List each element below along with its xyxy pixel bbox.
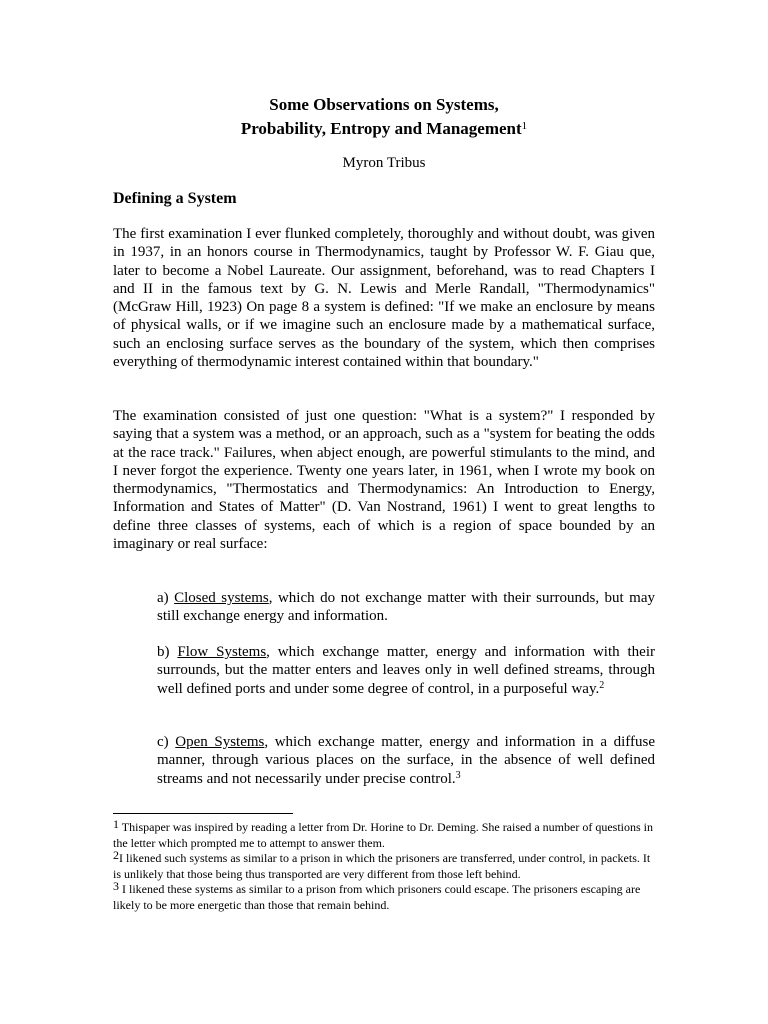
footnote-ref-3: 3 xyxy=(455,769,461,781)
title-line-1: Some Observations on Systems, xyxy=(269,95,499,114)
footnote-text: Thispaper was inspired by reading a letter from Dr. Horine to Dr. Deming. She raised a number of questions in the letter which prompted me to attempt to answer them. xyxy=(113,820,653,850)
author-name: Myron Tribus xyxy=(342,155,426,171)
footnote-1 xyxy=(113,817,658,851)
document-title xyxy=(0,93,768,141)
list-item-term: Flow Systems xyxy=(177,644,267,660)
footnote-text: I likened such systems as similar to a prison in which the prisoners are transferred, under control, in packets. It is unlikely that those being thus transported are very different from those left behind. xyxy=(113,851,651,881)
title-footnote-mark: 1 xyxy=(521,120,528,132)
title-line-2-text: Probability, Entropy and Management xyxy=(240,119,522,138)
footnote-mark: 2 xyxy=(113,848,119,862)
list-item-text: , which do not exchange matter with their surrounds, but may still exchange energy and information. xyxy=(157,590,655,625)
footnote-text: I likened these systems as similar to a prison from which prisoners could escape. The prisoners escaping are likely to be more energetic than those that remain behind. xyxy=(113,882,641,912)
paragraph-2: The examination consisted of just one question: "What is a system?" I responded by saying that a system was a method, or an approach, such as a "system for beating the odds at the race track." Failures, when abject enough, are powerful stimulants to the mind, and I never forgot the experience. Twenty one years later, in 1961, when I wrote my book on thermodynamics, "Thermostatics and Thermodynamics: An Introduction to Energy, Information and States of Matter" (D. Van Nostrand, 1961) I went to great lengths to define three classes of systems, each of which is a region of space bounded by an imaginary or real surface: xyxy=(113,408,655,553)
list-item-prefix: c) xyxy=(157,734,176,750)
footnote-3 xyxy=(113,879,658,913)
paragraph-1: The first examination I ever flunked completely, thoroughly and without doubt, was given in 1937, in an honors course in Thermodynamics, taught by Professor W. F. Giau que, later to become a Nobel Laureate. Our assignment, beforehand, was to read Chapters I and II in the famous text by G. N. Lewis and Merle Randall, "Thermodynamics" (McGraw Hill, 1923) On page 8 a system is defined: "If we make an enclosure by means of physical walls, or if we imagine such an enclosure made by a mathematical surface, such an enclosing surface serves as the boundary of the system, which then comprises everything of thermodynamic interest contained within that boundary." xyxy=(113,226,655,371)
title-line-2 xyxy=(0,117,768,141)
list-item-prefix: a) xyxy=(157,590,175,606)
list-item-prefix: b) xyxy=(157,644,178,660)
list-item-term: Closed systems xyxy=(174,590,269,606)
footnote-ref-2: 2 xyxy=(599,679,605,691)
footnotes xyxy=(113,817,658,913)
footnote-2 xyxy=(113,848,658,882)
list-item-closed-systems xyxy=(157,589,655,626)
footnote-mark: 3 xyxy=(113,879,119,893)
list-item-text: , which exchange matter, energy and information with their surrounds, but the matter enters and leaves only in well defined streams, through well defined ports and under some degree of control, in a purposeful way. xyxy=(157,644,656,697)
list-item-open-systems xyxy=(157,733,655,788)
footnote-separator xyxy=(113,813,293,814)
list-item-flow-systems xyxy=(157,643,655,698)
footnote-mark: 1 xyxy=(113,817,119,831)
list-item-term: Open Systems xyxy=(175,734,265,750)
list-item-text: , which exchange matter, energy and information in a diffuse manner, through various places on the surface, in the absence of well defined streams and not necessarily under precise control. xyxy=(157,734,656,787)
section-heading: Defining a System xyxy=(113,190,237,207)
